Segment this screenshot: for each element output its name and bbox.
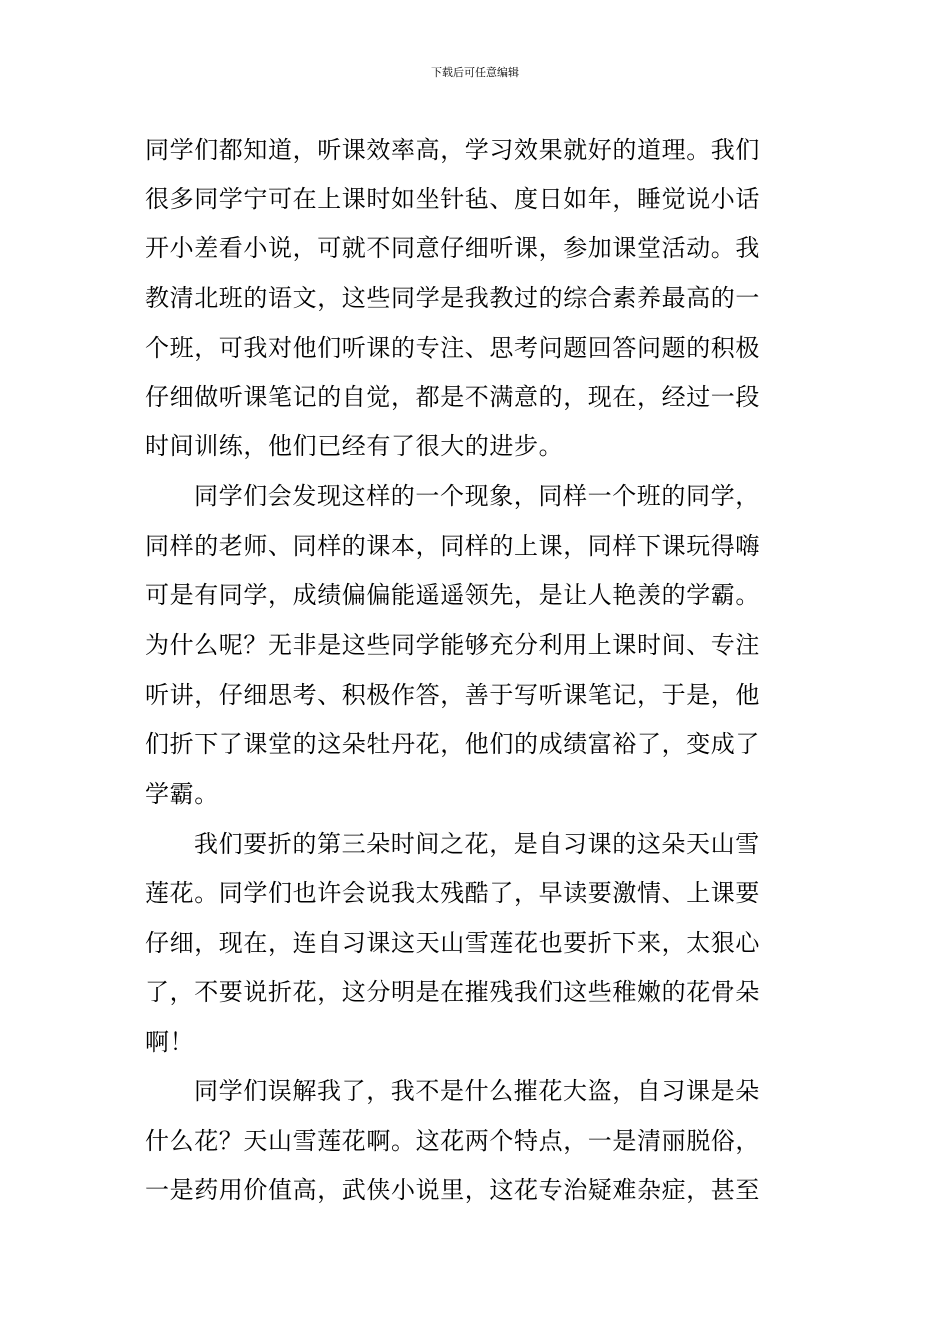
text-line: 仔细，现在，连自习课这天山雪莲花也要折下来，太狠心 bbox=[145, 929, 760, 957]
paragraph-first-line: 同学们会发现这样的一个现象，同样一个班的同学， bbox=[194, 482, 760, 510]
text-line: 可是有同学，成绩偏偏能遥遥领先，是让人艳羡的学霸。 bbox=[145, 581, 760, 609]
text-line: 啊！ bbox=[145, 1028, 195, 1056]
text-line: 仔细做听课笔记的自觉，都是不满意的，现在，经过一段 bbox=[145, 383, 760, 411]
text-line: 学霸。 bbox=[145, 780, 219, 808]
text-line: 什么花？天山雪莲花啊。这花两个特点，一是清丽脱俗， bbox=[145, 1127, 760, 1155]
page-header: 下载后可任意编辑 bbox=[431, 66, 519, 79]
text-line: 听讲，仔细思考、积极作答，善于写听课笔记，于是，他 bbox=[145, 681, 760, 709]
paragraph-first-line: 我们要折的第三朵时间之花，是自习课的这朵天山雪 bbox=[194, 830, 760, 858]
text-line: 们折下了课堂的这朵牡丹花，他们的成绩富裕了，变成了 bbox=[145, 730, 760, 758]
text-line: 同样的老师、同样的课本，同样的上课，同样下课玩得嗨 bbox=[145, 532, 760, 560]
text-line: 个班，可我对他们听课的专注、思考问题回答问题的积极 bbox=[145, 334, 760, 362]
text-line: 教清北班的语文，这些同学是我教过的综合素养最高的一 bbox=[145, 284, 760, 312]
text-line: 了，不要说折花，这分明是在摧残我们这些稚嫩的花骨朵 bbox=[145, 978, 760, 1006]
text-line: 一是药用价值高，武侠小说里，这花专治疑难杂症，甚至 bbox=[145, 1176, 760, 1204]
text-line: 同学们都知道，听课效率高，学习效果就好的道理。我们 bbox=[145, 136, 760, 164]
text-line: 莲花。同学们也许会说我太残酷了，早读要激情、上课要 bbox=[145, 879, 760, 907]
text-line: 时间训练，他们已经有了很大的进步。 bbox=[145, 432, 564, 460]
text-line: 为什么呢？无非是这些同学能够充分利用上课时间、专注 bbox=[145, 631, 760, 659]
text-line: 开小差看小说，可就不同意仔细听课，参加课堂活动。我 bbox=[145, 234, 760, 262]
paragraph-first-line: 同学们误解我了，我不是什么摧花大盗，自习课是朵 bbox=[194, 1077, 760, 1105]
text-line: 很多同学宁可在上课时如坐针毡、度日如年，睡觉说小话 bbox=[145, 185, 760, 213]
